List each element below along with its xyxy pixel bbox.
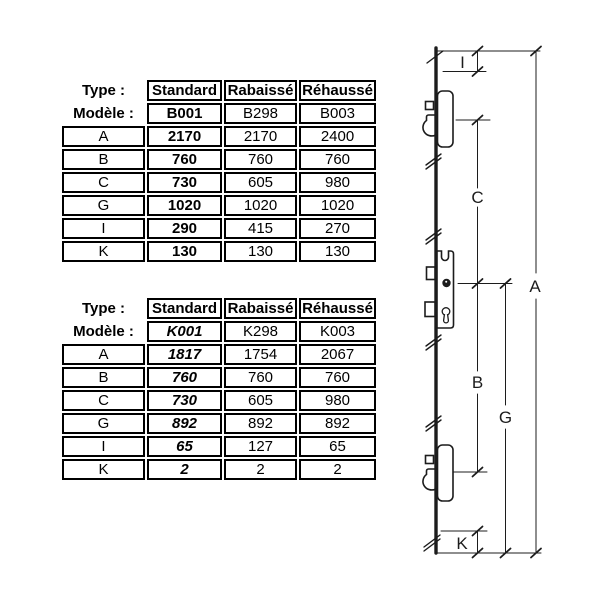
row-label: G	[62, 413, 145, 434]
top-hook-keeper	[423, 91, 453, 147]
dimensions-table-k	[62, 298, 376, 480]
dim-label-i: I	[460, 53, 465, 72]
cell-value: 892	[147, 413, 222, 434]
hook-bolt-icon	[423, 469, 436, 490]
cell-value: 980	[299, 172, 376, 193]
cell-value: 270	[299, 218, 376, 239]
cell-value: 605	[224, 172, 297, 193]
model-rehausse: B003	[299, 103, 376, 124]
cell-value: 2	[299, 459, 376, 480]
hook-bolt-icon	[423, 115, 436, 136]
row-label: C	[62, 390, 145, 411]
column-header-rehausse: Réhaussé	[299, 298, 376, 319]
column-header-standard: Standard	[147, 80, 222, 101]
cell-value: 730	[147, 172, 222, 193]
cell-value: 1754	[224, 344, 297, 365]
row-label: B	[62, 149, 145, 170]
cell-value: 290	[147, 218, 222, 239]
cell-value: 415	[224, 218, 297, 239]
type-label: Type :	[62, 298, 145, 319]
spindle-hole-icon	[442, 279, 450, 287]
dim-label-c: C	[471, 188, 484, 207]
cell-value: 1020	[224, 195, 297, 216]
cell-value: 760	[147, 367, 222, 388]
cell-value: 760	[299, 367, 376, 388]
cell-value: 730	[147, 390, 222, 411]
model-rabaisse: K298	[224, 321, 297, 342]
lock-case	[425, 251, 454, 328]
model-rehausse: K003	[299, 321, 376, 342]
row-label: A	[62, 344, 145, 365]
row-label: I	[62, 436, 145, 457]
cell-value: 2067	[299, 344, 376, 365]
column-header-rabaisse: Rabaissé	[224, 80, 297, 101]
model-standard: B001	[147, 103, 222, 124]
cell-value: 65	[147, 436, 222, 457]
dimension-ticks	[473, 47, 542, 558]
bottom-hook-keeper	[423, 445, 453, 501]
dim-label-a: A	[529, 277, 541, 296]
cell-value: 980	[299, 390, 376, 411]
cell-value: 2	[224, 459, 297, 480]
row-label: A	[62, 126, 145, 147]
cell-value: 760	[147, 149, 222, 170]
cell-value: 892	[299, 413, 376, 434]
cell-value: 1817	[147, 344, 222, 365]
model-standard: K001	[147, 321, 222, 342]
column-header-rehausse: Réhaussé	[299, 80, 376, 101]
cell-value: 760	[224, 149, 297, 170]
cell-value: 2170	[224, 126, 297, 147]
cell-value: 130	[147, 241, 222, 262]
cell-value: 2	[147, 459, 222, 480]
cell-value: 892	[224, 413, 297, 434]
cell-value: 130	[299, 241, 376, 262]
column-header-rabaisse: Rabaissé	[224, 298, 297, 319]
cell-value: 1020	[147, 195, 222, 216]
row-label: I	[62, 218, 145, 239]
cell-value: 760	[299, 149, 376, 170]
column-header-standard: Standard	[147, 298, 222, 319]
row-label: C	[62, 172, 145, 193]
row-label: K	[62, 459, 145, 480]
cell-value: 2400	[299, 126, 376, 147]
cell-value: 760	[224, 367, 297, 388]
type-label: Type :	[62, 80, 145, 101]
row-label: K	[62, 241, 145, 262]
cell-value: 65	[299, 436, 376, 457]
model-label: Modèle :	[62, 321, 145, 342]
multipoint-lock-diagram	[403, 33, 558, 568]
dim-label-b: B	[471, 373, 484, 392]
cell-value: 2170	[147, 126, 222, 147]
cell-value: 605	[224, 390, 297, 411]
model-rabaisse: B298	[224, 103, 297, 124]
cell-value: 127	[224, 436, 297, 457]
model-label: Modèle :	[62, 103, 145, 124]
row-label: B	[62, 367, 145, 388]
cell-value: 1020	[299, 195, 376, 216]
cell-value: 130	[224, 241, 297, 262]
dim-label-k: K	[456, 534, 468, 553]
dim-label-g: G	[498, 408, 513, 427]
row-label: G	[62, 195, 145, 216]
dimensions-table-b	[62, 80, 376, 262]
